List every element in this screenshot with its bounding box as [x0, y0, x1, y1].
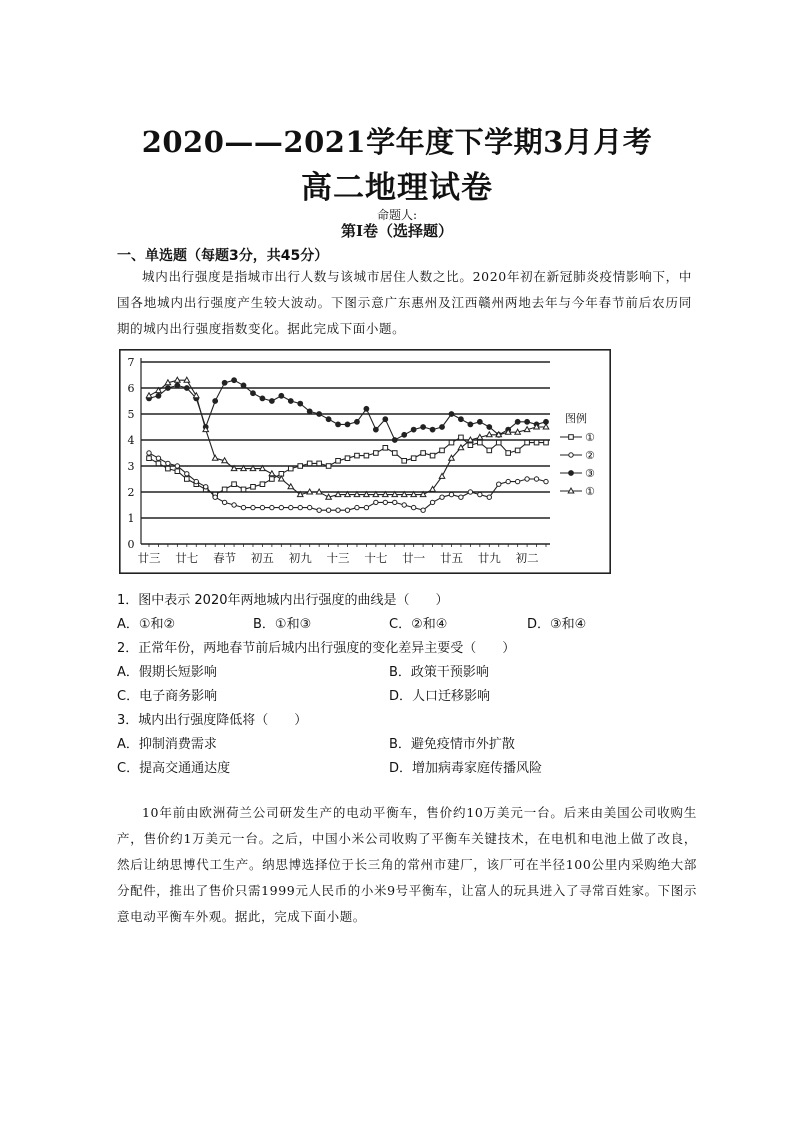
y-tick-label: 6	[127, 382, 135, 395]
data-point	[317, 411, 322, 416]
data-point	[515, 448, 520, 453]
x-tick-label: 初五	[250, 551, 274, 565]
x-tick-label: 廿三	[137, 551, 161, 565]
data-point	[279, 505, 283, 509]
y-tick-label: 4	[127, 434, 135, 447]
data-point	[279, 393, 284, 398]
data-point	[478, 440, 483, 445]
question-3-option-b[interactable]: B．避免疫情市外扩散	[389, 737, 515, 752]
data-point	[364, 505, 368, 509]
data-point	[166, 461, 170, 465]
data-point	[166, 466, 171, 471]
x-tick-label: 春节	[213, 551, 237, 565]
data-point	[439, 424, 444, 429]
data-point	[175, 469, 180, 474]
data-point	[496, 440, 501, 445]
part-title: 第I卷（选择题）	[340, 222, 454, 240]
x-tick-label: 廿九	[477, 551, 501, 565]
data-point	[326, 508, 330, 512]
data-point	[497, 482, 501, 486]
data-point	[345, 456, 350, 461]
data-point	[345, 422, 350, 427]
question-2-option-b[interactable]: B．政策干预影响	[389, 665, 489, 680]
data-point	[525, 440, 530, 445]
data-point	[544, 440, 549, 445]
data-point	[156, 461, 161, 466]
data-point	[165, 385, 170, 390]
question-1-option-a[interactable]: A．①和②	[117, 617, 176, 632]
data-point	[175, 464, 179, 468]
data-point	[147, 456, 152, 461]
data-point	[393, 500, 397, 504]
legend-title: 图例	[565, 412, 587, 425]
data-point	[430, 427, 435, 432]
data-point	[411, 505, 415, 509]
question-2-option-c[interactable]: C．电子商务影响	[117, 689, 218, 704]
data-point	[524, 419, 529, 424]
data-point	[213, 398, 218, 403]
data-point	[232, 482, 237, 487]
data-point	[270, 477, 275, 482]
data-point	[402, 432, 407, 437]
question-1-stem: 1．图中表示 2020年两地城内出行强度的曲线是（ ）	[117, 593, 449, 608]
question-2-option-d[interactable]: D．人口迁移影响	[389, 689, 491, 704]
legend-label: ①	[585, 431, 595, 444]
data-point	[175, 383, 180, 388]
data-point	[534, 440, 539, 445]
data-point	[298, 505, 302, 509]
data-point	[317, 508, 321, 512]
data-point	[449, 492, 453, 496]
data-point	[383, 417, 388, 422]
data-point	[354, 419, 359, 424]
x-tick-label: 廿七	[175, 551, 199, 565]
data-point	[468, 443, 473, 448]
data-point	[326, 417, 331, 422]
question-1-option-b[interactable]: B．①和③	[253, 617, 312, 632]
data-point	[487, 424, 492, 429]
data-point	[307, 461, 312, 466]
data-point	[364, 406, 369, 411]
data-point	[156, 456, 160, 460]
data-point	[568, 470, 573, 475]
data-point	[288, 466, 293, 471]
exam-title: 2020——2021学年度下学期3月月考	[141, 125, 653, 159]
data-point	[355, 505, 359, 509]
data-point	[374, 500, 378, 504]
x-tick-label: 廿五	[439, 551, 463, 565]
passage-1: 城内出行强度是指城市出行人数与该城市居住人数之比。2020年初在新冠肺炎疫情影响下，中国各地城内出行强度产生较大波动。下图示意广东惠州及江西赣州两地去年与今年春节前后农历同期的城内出行强度指数变化。据此完成下面小题。	[117, 269, 692, 336]
travel-intensity-chart	[119, 349, 611, 574]
data-point	[440, 495, 444, 499]
data-point	[204, 485, 208, 489]
exam-subtitle: 高二地理试卷	[301, 170, 493, 206]
data-point	[534, 477, 538, 481]
question-3-stem: 3．城内出行强度降低将（ ）	[117, 713, 308, 728]
data-point	[184, 385, 189, 390]
question-1-option-c[interactable]: C．②和④	[389, 617, 448, 632]
data-point	[468, 490, 472, 494]
data-point	[430, 453, 435, 458]
data-point	[222, 500, 226, 504]
data-point	[402, 459, 407, 464]
data-point	[260, 505, 264, 509]
data-point	[421, 451, 426, 456]
data-point	[298, 464, 303, 469]
data-point	[383, 500, 387, 504]
data-point	[185, 477, 190, 482]
data-point	[260, 482, 265, 487]
data-point	[364, 453, 369, 458]
x-tick-label: 十七	[364, 551, 388, 565]
data-point	[317, 461, 322, 466]
section-title: 一、单选题（每题3分，共45分）	[117, 248, 329, 264]
question-1-option-d[interactable]: D．③和④	[527, 617, 587, 632]
x-tick-label: 十三	[326, 551, 350, 565]
legend-label: ①	[585, 485, 595, 498]
question-3-option-c[interactable]: C．提高交通通达度	[117, 761, 231, 776]
data-point	[241, 383, 246, 388]
data-point	[383, 446, 388, 451]
data-point	[402, 503, 406, 507]
question-2-option-a[interactable]: A．假期长短影响	[117, 665, 217, 680]
data-point	[392, 451, 397, 456]
legend-label: ②	[585, 449, 595, 462]
data-point	[241, 505, 245, 509]
data-point	[515, 479, 519, 483]
y-tick-label: 1	[127, 512, 135, 525]
data-point	[307, 505, 311, 509]
data-point	[515, 419, 520, 424]
data-point	[222, 380, 227, 385]
data-point	[487, 495, 491, 499]
data-point	[326, 464, 331, 469]
data-point	[525, 477, 529, 481]
data-point	[185, 472, 189, 476]
data-point	[231, 378, 236, 383]
author-label: 命题人:	[376, 208, 418, 222]
data-point	[449, 440, 454, 445]
data-point	[506, 479, 510, 483]
data-point	[147, 451, 151, 455]
data-point	[569, 435, 574, 440]
data-point	[269, 398, 274, 403]
data-point	[251, 485, 256, 490]
question-3-option-d[interactable]: D．增加病毒家庭传播风险	[389, 761, 543, 776]
data-point	[355, 453, 360, 458]
data-point	[270, 505, 274, 509]
data-point	[392, 437, 397, 442]
data-point	[241, 487, 246, 492]
data-point	[487, 448, 492, 453]
data-point	[478, 492, 482, 496]
data-point	[544, 479, 548, 483]
data-point	[156, 393, 161, 398]
passage-2: 10年前由欧洲荷兰公司研发生产的电动平衡车，售价约10万美元一台。后来由美国公司收购生产，售价约1万美元一台。之后，中国小米公司收购了平衡车关键技术，在电机和电池上做了改良，然后让纳思博代工生产。纳思博选择位于长三角的常州市建厂，该厂可在半径100公里内采购绝大部分配件，推出了售价只需1999元人民币的小米9号平衡车，让富人的玩具进入了寻常百姓家。下图示意电动平衡车外观。据此，完成下面小题。	[117, 805, 697, 924]
data-point	[411, 456, 416, 461]
data-point	[250, 391, 255, 396]
data-point	[194, 479, 198, 483]
data-point	[298, 401, 303, 406]
data-point	[251, 505, 255, 509]
data-point	[459, 495, 463, 499]
data-point	[468, 422, 473, 427]
y-tick-label: 2	[127, 486, 135, 499]
y-tick-label: 5	[127, 408, 135, 421]
chart-frame	[120, 350, 610, 573]
data-point	[449, 411, 454, 416]
x-tick-label: 初九	[288, 551, 312, 565]
question-2-stem: 2．正常年份，两地春节前后城内出行强度的变化差异主要受（ ）	[117, 641, 516, 656]
data-point	[307, 409, 312, 414]
data-point	[335, 422, 340, 427]
data-point	[569, 453, 573, 457]
data-point	[374, 451, 379, 456]
x-tick-label: 廿一	[402, 551, 426, 565]
data-point	[345, 508, 349, 512]
data-point	[336, 459, 341, 464]
data-point	[260, 396, 265, 401]
y-tick-label: 3	[127, 460, 135, 473]
x-tick-label: 初二	[515, 551, 539, 565]
data-point	[458, 417, 463, 422]
data-point	[430, 500, 434, 504]
data-point	[222, 487, 227, 492]
data-point	[411, 427, 416, 432]
data-point	[336, 508, 340, 512]
data-point	[213, 495, 217, 499]
y-tick-label: 0	[127, 538, 135, 551]
data-point	[288, 398, 293, 403]
y-tick-label: 7	[127, 356, 135, 369]
legend-label: ③	[585, 467, 595, 480]
question-3-option-a[interactable]: A．抑制消费需求	[117, 737, 217, 752]
data-point	[459, 435, 464, 440]
data-point	[440, 448, 445, 453]
data-point	[289, 505, 293, 509]
data-point	[477, 419, 482, 424]
data-point	[373, 427, 378, 432]
data-point	[421, 508, 425, 512]
data-point	[506, 451, 511, 456]
data-point	[421, 424, 426, 429]
data-point	[232, 503, 236, 507]
